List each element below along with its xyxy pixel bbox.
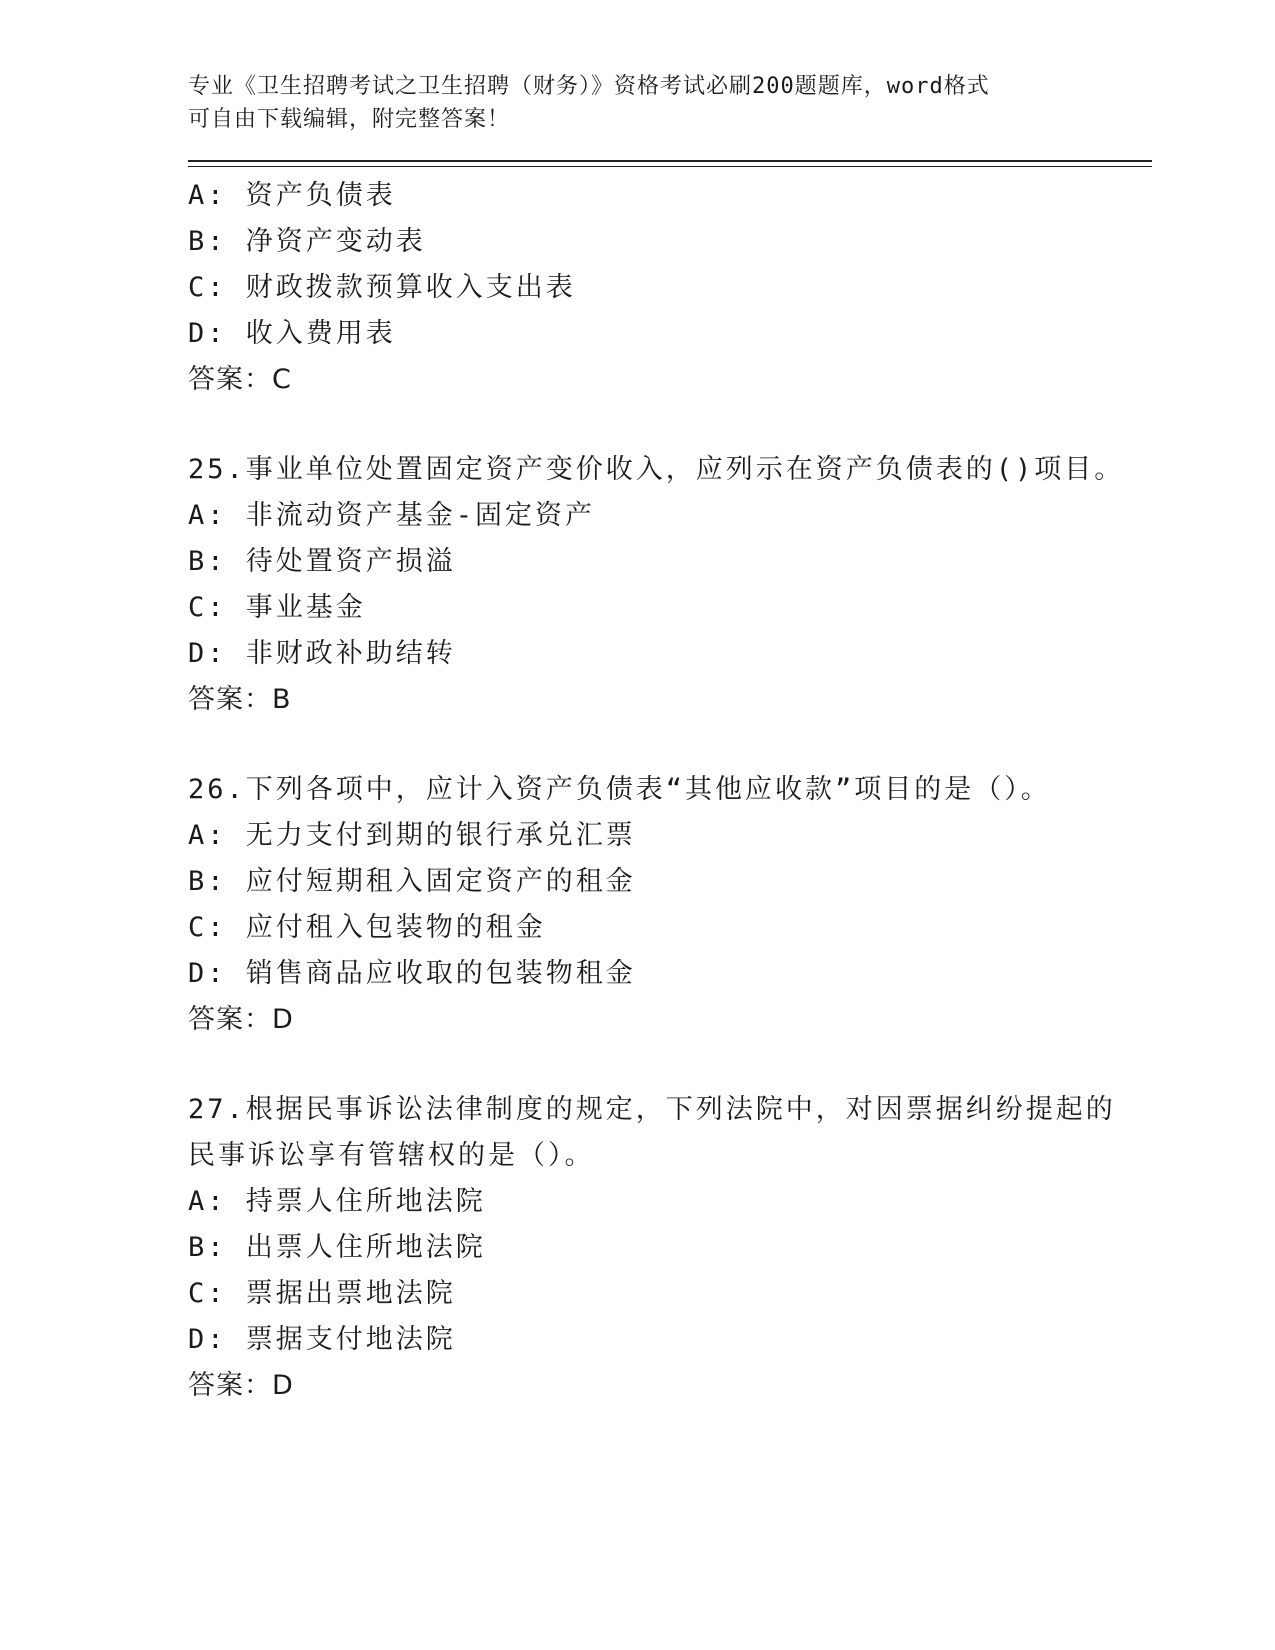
question-25 [188, 447, 1148, 723]
header-line-1: 专业《卫生招聘考试之卫生招聘（财务）》资格考试必刷200题题库，word格式 [188, 74, 990, 99]
option-b: B: 出票人住所地法院 [188, 1232, 486, 1263]
question-stem: 25.事业单位处置固定资产变价收入，应列示在资产负债表的()项目。 [188, 454, 1125, 485]
option-b: B: 应付短期租入固定资产的租金 [188, 866, 636, 897]
option-a: A: 非流动资产基金-固定资产 [188, 500, 596, 531]
question-stem-line-1: 27.根据民事诉讼法律制度的规定，下列法院中，对因票据纠纷提起的 [188, 1094, 1116, 1125]
document-page [188, 70, 1148, 1409]
option-b: B: 待处置资产损溢 [188, 546, 456, 577]
option-a: A: 持票人住所地法院 [188, 1186, 486, 1217]
header-line-2: 可自由下载编辑，附完整答案！ [188, 107, 511, 132]
question-stem: 26.下列各项中，应计入资产负债表“其他应收款”项目的是（）。 [188, 774, 1051, 805]
answer-line: 答案：D [188, 1004, 294, 1035]
header-divider [188, 160, 1152, 167]
option-c: C: 票据出票地法院 [188, 1278, 456, 1309]
question-stem-line-2: 民事诉讼享有管辖权的是（）。 [188, 1140, 595, 1171]
question-24-continued [188, 173, 1148, 403]
answer-line: 答案：B [188, 684, 292, 715]
option-c: C: 应付租入包装物的租金 [188, 912, 546, 943]
option-b: B: 净资产变动表 [188, 226, 426, 257]
option-d: D: 非财政补助结转 [188, 638, 456, 669]
option-c: C: 事业基金 [188, 592, 366, 623]
option-a: A: 无力支付到期的银行承兑汇票 [188, 820, 636, 851]
question-27 [188, 1087, 1148, 1409]
option-d: D: 销售商品应收取的包装物租金 [188, 958, 636, 989]
option-a: A: 资产负债表 [188, 180, 396, 211]
question-26 [188, 767, 1148, 1043]
option-d: D: 票据支付地法院 [188, 1324, 456, 1355]
answer-line: 答案：D [188, 1370, 294, 1401]
option-c: C: 财政拨款预算收入支出表 [188, 272, 576, 303]
option-d: D: 收入费用表 [188, 318, 396, 349]
document-header [188, 70, 1068, 136]
answer-line: 答案：C [188, 364, 292, 395]
